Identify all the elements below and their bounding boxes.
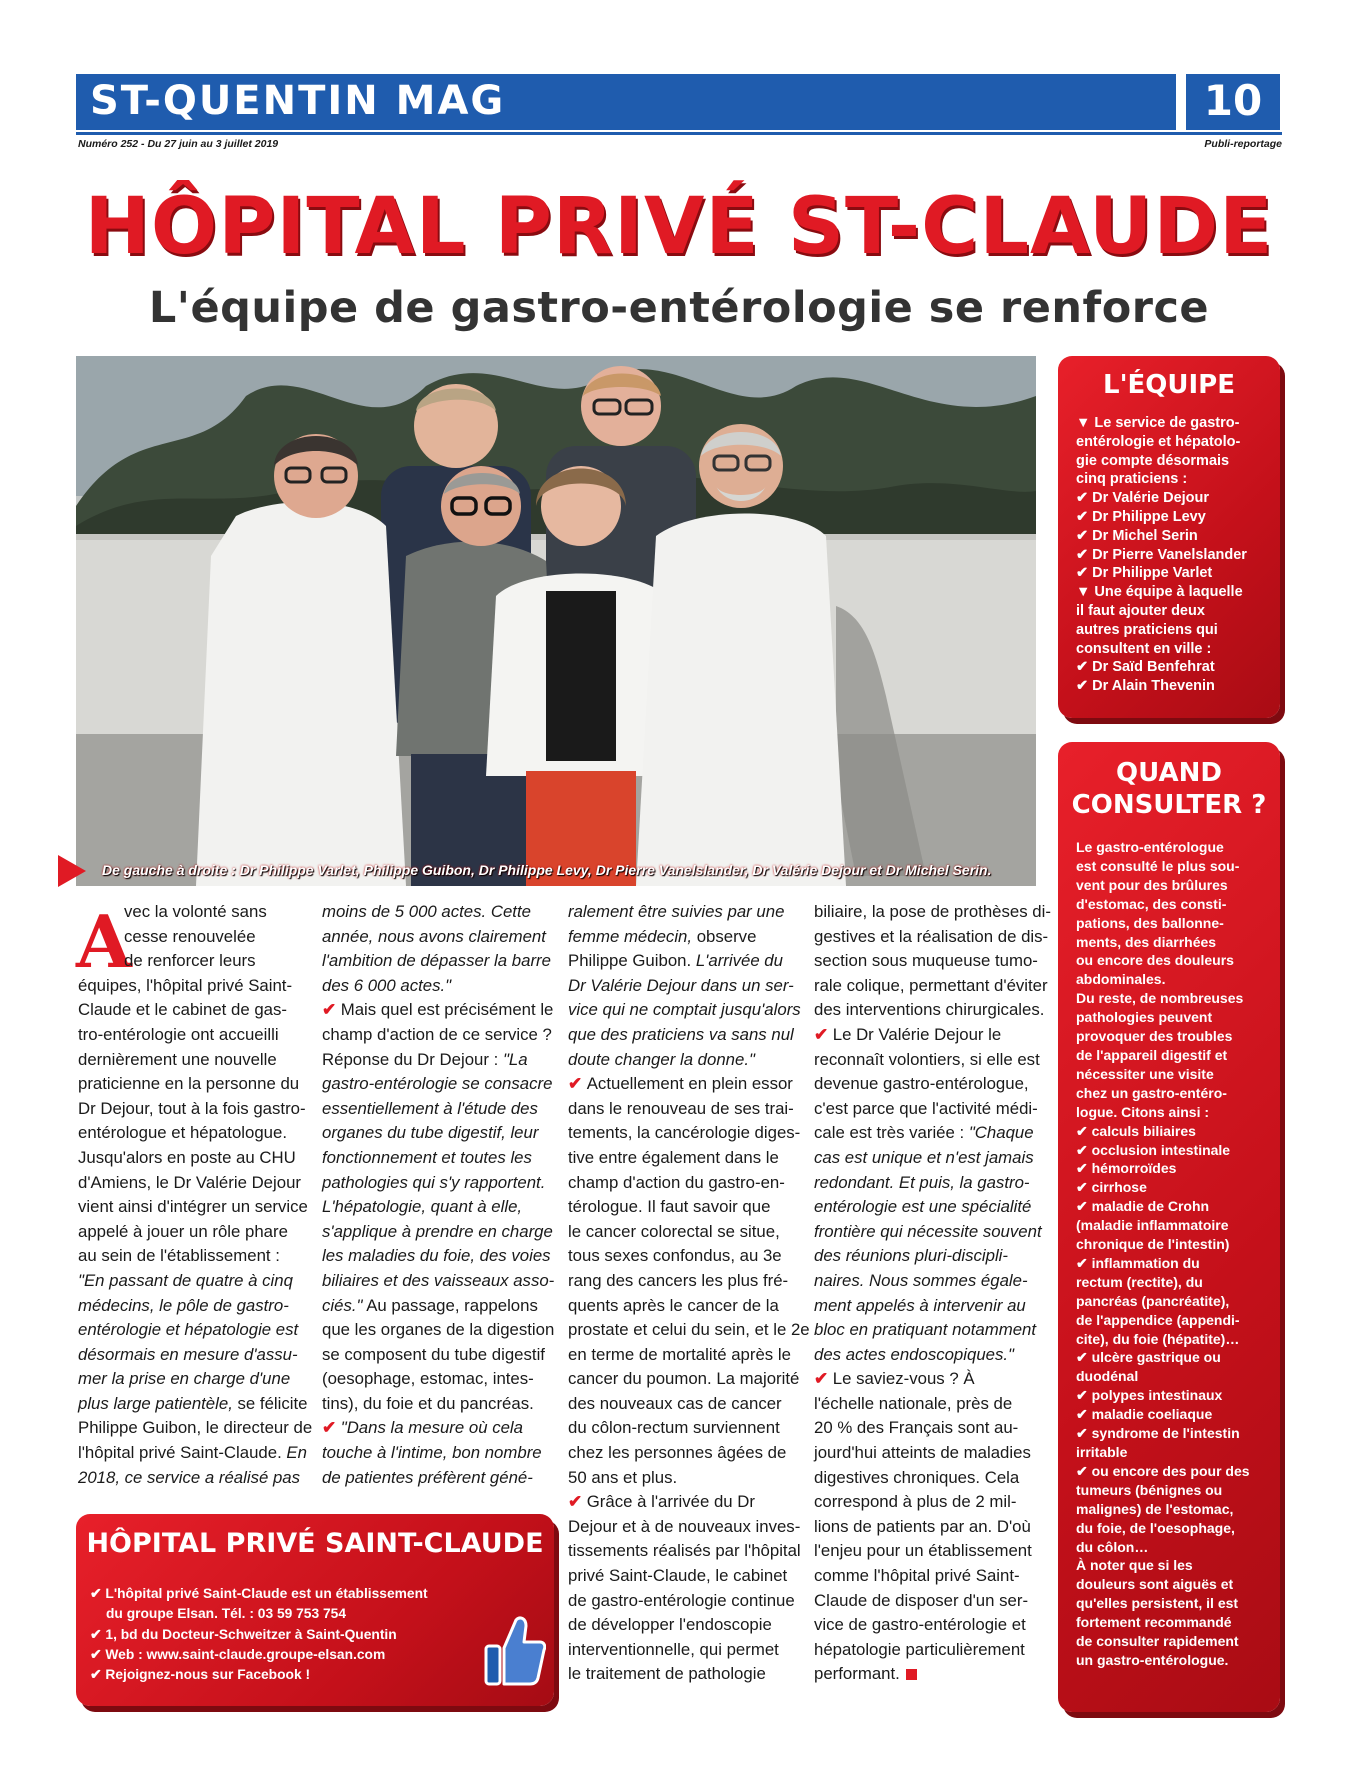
check-icon: ✔ [568, 1492, 587, 1512]
article-line: vec la volonté sans [124, 902, 267, 921]
article-line: se composent du tube digestif [322, 1344, 545, 1364]
article-fragment: En [281, 1443, 307, 1463]
photo-caption: De gauche à droite : Dr Philippe Varlet, Philippe Guibon, Dr Philippe Levy, Dr Pierre Vanelslander, Dr Valérie Dejour et Dr Michel Serin. [102, 862, 992, 878]
masthead-bar [76, 74, 1176, 130]
article-line [322, 1416, 544, 1441]
quand-line: ✔ cirrhose [1076, 1179, 1147, 1196]
article-line: fonctionnement et toutes les [322, 1147, 532, 1167]
quand-line: ✔ occlusion intestinale [1076, 1141, 1231, 1158]
quand-line: un gastro-entérologue. [1076, 1651, 1229, 1668]
article-line: ralement être suivies par une [568, 902, 785, 921]
equipe-line: autres praticiens qui [1076, 621, 1218, 638]
quand-line: ✔ maladie coeliaque [1076, 1406, 1213, 1423]
check-icon: ✔ [322, 1418, 341, 1438]
article-line: Dejour et à de nouveaux inves- [568, 1516, 801, 1536]
quand-line: logue. Citons ainsi : [1076, 1103, 1210, 1120]
article-fragment: L'arrivée du [691, 951, 783, 971]
article-line: moins de 5 000 actes. Cette [322, 902, 531, 921]
article-line: 2018, ce service a réalisé pas [78, 1467, 301, 1487]
equipe-box [1058, 356, 1280, 718]
article-line [322, 998, 554, 1023]
article-line [568, 1490, 790, 1515]
article-line: L'hépatologie, quant à elle, [322, 1197, 523, 1217]
equipe-line: ✔ Dr Valérie Dejour [1076, 490, 1210, 507]
article-line: tous sexes confondus, au 3e [568, 1246, 782, 1266]
article-line: interventionnelle, qui permet [568, 1639, 779, 1659]
article-line: "En passant de quatre à cinq [78, 1270, 293, 1290]
masthead-title: ST-QUENTIN MAG [90, 78, 506, 124]
quand-line: ✔ calculs biliaires [1076, 1122, 1196, 1139]
article-line: touche à l'intime, bon nombre [322, 1443, 542, 1463]
equipe-line: il faut ajouter deux [1076, 602, 1205, 619]
info-box-body [90, 1584, 428, 1685]
quand-line: du foie, de l'oesophage, [1076, 1519, 1235, 1536]
article-line [322, 1294, 544, 1319]
article-line: section sous muqueuse tumo- [814, 951, 1038, 971]
article-line: du côlon-rectum surviennent [568, 1418, 780, 1438]
equipe-line: ✔ Dr Alain Thevenin [1076, 678, 1215, 695]
quand-line: douleurs sont aiguës et [1076, 1576, 1234, 1593]
article-fragment: cale est très variée : [814, 1123, 965, 1143]
quand-body [1076, 838, 1250, 1670]
info-line: ✔ 1, bd du Docteur-Schweitzer à Saint-Quentin [90, 1626, 397, 1642]
quand-line: irritable [1076, 1444, 1128, 1460]
article-fragment: Mais quel est précisément le [340, 1000, 554, 1020]
page-number: 10 [1203, 76, 1263, 125]
quand-line: d'estomac, des consti- [1076, 895, 1227, 912]
equipe-line: ✔ Dr Philippe Levy [1076, 508, 1206, 525]
article-line: naires. Nous sommes égale- [814, 1270, 1028, 1290]
equipe-line: ▼ Une équipe à laquelle [1076, 584, 1243, 601]
article-line: devenue gastro-entérologue, [814, 1074, 1029, 1094]
masthead-rule [76, 132, 1282, 135]
quand-consulter-box [1058, 742, 1280, 1712]
quand-line: cite), du foie (hépatite)… [1076, 1330, 1240, 1347]
equipe-line: entérologie et hépatolo- [1076, 433, 1241, 450]
info-box-title: HÔPITAL PRIVÉ SAINT-CLAUDE [86, 1528, 544, 1559]
article-line: mer la prise en charge d'une [78, 1369, 291, 1389]
article-line: Jusqu'alors en poste au CHU [78, 1147, 296, 1167]
quand-line: ✔ hémorroïdes [1076, 1160, 1177, 1177]
article-fragment: Le saviez-vous ? À [832, 1369, 975, 1389]
article-fragment: femme médecin, [568, 926, 693, 946]
equipe-line: ✔ Dr Philippe Varlet [1076, 565, 1213, 582]
info-line: du groupe Elsan. Tél. : 03 59 753 754 [106, 1606, 347, 1622]
quand-line: abdominales. [1076, 971, 1166, 988]
article-line: cancer du poumon. La majorité [568, 1369, 800, 1389]
quand-line: ✔ maladie de Crohn [1076, 1198, 1210, 1215]
article-line: les maladies du foie, des voies [322, 1246, 551, 1266]
quand-line: malignes) de l'estomac, [1076, 1500, 1234, 1517]
check-icon: ✔ [322, 1000, 341, 1020]
quand-line: chez un gastro-entéro- [1076, 1084, 1227, 1101]
article-line: biliaire, la pose de prothèses di- [814, 902, 1051, 921]
article-line: dernièrement une nouvelle [78, 1049, 277, 1069]
article-line [814, 1121, 1036, 1146]
info-line: ✔ L'hôpital privé Saint-Claude est un établissement [90, 1586, 428, 1601]
article-fragment: Grâce à l'arrivée du Dr [586, 1492, 756, 1512]
article-line: rang des cancers les plus fré- [568, 1270, 789, 1290]
thumbs-up-icon [484, 1614, 546, 1688]
quand-line: est consulté le plus sou- [1076, 857, 1240, 874]
quand-line: ✔ polypes intestinaux [1076, 1387, 1223, 1404]
quand-line: fortement recommandé [1076, 1614, 1232, 1631]
check-icon: ✔ [814, 1024, 833, 1044]
article-line: gastro-entérologie se consacre [322, 1074, 553, 1094]
check-icon: ✔ [568, 1074, 587, 1094]
headline: HÔPITAL PRIVÉ ST-CLAUDE [84, 182, 1274, 272]
article-line: vice de gastro-entérologie et [814, 1615, 1026, 1635]
article-line: médecins, le pôle de gastro- [78, 1295, 289, 1315]
quand-line: vent pour des brûlures [1076, 876, 1228, 893]
article-line: entérologie et hépatologie est [78, 1320, 299, 1340]
article-line: l'échelle nationale, près de [814, 1393, 1013, 1413]
end-mark-icon [906, 1669, 917, 1680]
article-column-2 [322, 900, 555, 1490]
article-fragment: Au passage, rappelons [362, 1295, 538, 1315]
article-line [814, 1367, 1036, 1392]
quand-line: ✔ inflammation du [1076, 1254, 1200, 1271]
info-website-link[interactable]: ✔ Web : www.saint-claude.groupe-elsan.com [90, 1646, 386, 1662]
article-line: hépatologie particulièrement [814, 1639, 1025, 1659]
article-line: comme l'hôpital privé Saint- [814, 1566, 1020, 1586]
article-line [814, 1023, 1036, 1048]
article-line: de développer l'endoscopie [568, 1615, 772, 1635]
quand-line: nécessiter une visite [1076, 1065, 1214, 1082]
article-line: au sein de l'établissement : [78, 1246, 280, 1266]
quand-line: (maladie inflammatoire [1076, 1217, 1229, 1234]
article-line: vice qui ne comptait jusqu'alors [568, 1000, 801, 1020]
quand-line: pathologies peuvent [1076, 1009, 1213, 1026]
article-fragment: performant. [814, 1664, 900, 1684]
article-fragment: "Dans la mesure où cela [340, 1418, 523, 1438]
masthead [76, 74, 1263, 132]
quand-line: de l'appareil digestif et [1076, 1046, 1228, 1063]
article-line: digestives chroniques. Cela [814, 1467, 1020, 1487]
article-line: des réunions pluri-discipli- [814, 1246, 1009, 1266]
article-line: rale colique, permettant d'éviter [814, 975, 1048, 995]
article-line: 50 ans et plus. [568, 1467, 678, 1487]
equipe-body [1076, 414, 1247, 696]
article-line: des interventions chirurgicales. [814, 1000, 1045, 1020]
article-column-1 [78, 900, 313, 1490]
caption-arrow-icon [58, 855, 86, 887]
article-line: de patientes préfèrent géné- [322, 1467, 533, 1487]
article-line: cesse renouvelée [124, 926, 256, 946]
article-line: s'applique à prendre en charge [322, 1221, 553, 1241]
article-line: des actes endoscopiques." [814, 1344, 1015, 1364]
article-line: correspond à plus de 2 mil- [814, 1492, 1017, 1512]
article-line [568, 949, 790, 974]
article-line: appelé à jouer un rôle phare [78, 1221, 288, 1241]
article-line: champ d'action du gastro-en- [568, 1172, 785, 1192]
article-fragment: "Chaque [964, 1123, 1034, 1143]
article-line: entérologue et hépatologue. [78, 1123, 288, 1143]
article-line: privé Saint-Claude, le cabinet [568, 1566, 788, 1586]
article-line: d'Amiens, le Dr Valérie Dejour [78, 1172, 301, 1192]
article-line: organes du tube digestif, leur [322, 1123, 539, 1143]
article-line: redondant. Et puis, la gastro- [814, 1172, 1030, 1192]
article-fragment: Le Dr Valérie Dejour le [832, 1024, 1002, 1044]
quand-line: ✔ ou encore des pour des [1076, 1462, 1250, 1479]
article-line [78, 1441, 307, 1466]
issue-info: Numéro 252 - Du 27 juin au 3 juillet 2019 [78, 138, 279, 150]
article-line: Claude de disposer d'un ser- [814, 1590, 1029, 1610]
quand-line: ✔ ulcère gastrique ou [1076, 1349, 1221, 1366]
article-line: vient ainsi d'intégrer un service [78, 1197, 308, 1217]
quand-line: pations, des ballonne- [1076, 914, 1224, 931]
article-line: lions de patients par an. D'où [814, 1516, 1031, 1536]
article-fragment: Actuellement en plein essor [586, 1074, 793, 1094]
article-line: tissements réalisés par l'hôpital [568, 1541, 801, 1561]
subheadline: L'équipe de gastro-entérologie se renforce [148, 283, 1210, 333]
article-line: année, nous avons clairement [322, 926, 546, 946]
quand-line: ments, des diarrhées [1076, 933, 1217, 950]
article-line: désormais en mesure d'assu- [78, 1344, 298, 1364]
article-line: Dr Dejour, tout à la fois gastro- [78, 1098, 306, 1118]
check-icon: ✔ [814, 1369, 833, 1389]
quand-line: tumeurs (bénignes ou [1076, 1481, 1223, 1498]
quand-line: Le gastro-entérologue [1076, 839, 1224, 855]
quand-line: ✔ syndrome de l'intestin [1076, 1425, 1240, 1442]
article-line: c'est parce que l'activité médi- [814, 1098, 1038, 1118]
article-column-3 [568, 900, 810, 1687]
article-line: entérologie est une spécialité [814, 1197, 1032, 1217]
article-line: cas est unique et n'est jamais [814, 1147, 1034, 1167]
article-line [568, 925, 790, 950]
article-line: en terme de mortalité après le [568, 1344, 791, 1364]
drop-cap: A [76, 899, 132, 984]
article-line: Dr Valérie Dejour dans un ser- [568, 975, 794, 995]
article-line: jourd'hui atteints de maladies [814, 1443, 1031, 1463]
article-line: essentiellement à l'étude des [322, 1098, 538, 1118]
article-line: l'ambition de dépasser la barre [322, 951, 551, 971]
article-fragment: Réponse du Dr Dejour : [322, 1049, 499, 1069]
article-fragment: "La [498, 1049, 528, 1069]
article-fragment: Philippe Guibon. [568, 951, 692, 971]
article-line: tins), du foie et du pancréas. [322, 1393, 534, 1413]
article-fragment: plus large patientèle, [78, 1393, 233, 1413]
article-line: quents après le cancer de la [568, 1295, 779, 1315]
article-column-4 [814, 900, 1051, 1687]
quand-title-line2: CONSULTER ? [1071, 790, 1267, 820]
article-line: Claude et le cabinet de gas- [78, 1000, 287, 1020]
quand-line: de l'appendice (appendi- [1076, 1311, 1240, 1328]
article-line: tive entre également dans le [568, 1147, 779, 1167]
quand-line: de consulter rapidement [1076, 1633, 1239, 1650]
article-fragment: l'hôpital privé Saint-Claude. [78, 1443, 282, 1463]
article-line [814, 1662, 1036, 1687]
article-line: champ d'action de ce service ? [322, 1024, 552, 1044]
equipe-line: consultent en ville : [1076, 640, 1212, 657]
article-line: des nouveaux cas de cancer [568, 1393, 782, 1413]
quand-title-line1: QUAND [1116, 758, 1222, 788]
article-line: térologue. Il faut savoir que [568, 1197, 771, 1217]
quand-line: chronique de l'intestin) [1076, 1236, 1230, 1253]
article-line: l'enjeu pour un établissement [814, 1541, 1032, 1561]
article-line: reconnaît volontiers, si elle est [814, 1049, 1040, 1069]
article-line: de gastro-entérologie continue [568, 1590, 795, 1610]
article-line: des 6 000 actes." [322, 975, 452, 995]
info-facebook-link[interactable]: ✔ Rejoignez-nous sur Facebook ! [90, 1667, 311, 1683]
quand-line: du côlon… [1076, 1538, 1149, 1555]
article-fragment: observe [692, 926, 757, 946]
article-line: que les organes de la digestion [322, 1320, 555, 1340]
article-line: tro-entérologie ont accueilli [78, 1024, 279, 1044]
article-fragment: ciés." [322, 1295, 363, 1315]
article-line: le cancer colorectal se situe, [568, 1221, 780, 1241]
quand-line: duodénal [1076, 1368, 1139, 1385]
article-line: prostate et celui du sein, et le 2e [568, 1320, 810, 1340]
team-photo [76, 356, 1036, 886]
article-line [78, 1392, 308, 1417]
quand-line: ou encore des douleurs [1076, 952, 1234, 969]
article-line: chez les personnes âgées de [568, 1443, 787, 1463]
quand-line: qu'elles persistent, il est [1076, 1595, 1239, 1612]
article-line: 20 % des Français sont au- [814, 1418, 1019, 1438]
article-line: que des praticiens va sans nul [568, 1024, 794, 1044]
article-line: le traitement de pathologie [568, 1664, 766, 1684]
equipe-line: ✔ Dr Saïd Benfehrat [1076, 659, 1215, 676]
article-line: tements, la cancérologie diges- [568, 1123, 801, 1143]
article-fragment: se félicite [232, 1393, 308, 1413]
article-line: Philippe Guibon, le directeur de [78, 1418, 313, 1438]
quand-line: pancréas (pancréatite), [1076, 1292, 1230, 1309]
article-line: gestives et la réalisation de dis- [814, 926, 1049, 946]
article-line: frontière qui nécessite souvent [814, 1221, 1042, 1241]
equipe-line: ✔ Dr Pierre Vanelslander [1076, 546, 1247, 563]
article-line: bloc en pratiquant notamment [814, 1320, 1037, 1340]
section-label: Publi-reportage [1204, 138, 1282, 150]
hospital-info-box [76, 1514, 554, 1706]
article-line: doute changer la donne." [568, 1049, 755, 1069]
article-line: (oesophage, estomac, intes- [322, 1369, 534, 1389]
equipe-line: ✔ Dr Michel Serin [1076, 527, 1198, 544]
quand-line: provoquer des troubles [1076, 1028, 1233, 1045]
article-line [568, 1072, 793, 1097]
equipe-line: cinq praticiens : [1076, 471, 1188, 488]
article-line [322, 1048, 544, 1073]
page-number-box [1186, 74, 1280, 130]
article-line: praticienne en la personne du [78, 1074, 300, 1094]
article-line: ment appelés à intervenir au [814, 1295, 1026, 1315]
article-line: pathologies qui s'y rapportent. [322, 1172, 546, 1192]
article-line: équipes, l'hôpital privé Saint- [78, 975, 293, 995]
quand-line: À noter que si les [1076, 1557, 1193, 1574]
article-line: de renforcer leurs [124, 951, 256, 971]
article-line: dans le renouveau de ses trai- [568, 1098, 794, 1118]
equipe-title: L'ÉQUIPE [1103, 370, 1235, 400]
article-line: biliaires et des vaisseaux asso- [322, 1270, 555, 1290]
quand-line: Du reste, de nombreuses [1076, 990, 1244, 1007]
equipe-line: ▼ Le service de gastro- [1076, 415, 1240, 431]
team-photo-illustration [76, 356, 1036, 886]
quand-line: rectum (rectite), du [1076, 1273, 1203, 1290]
equipe-line: gie compte désormais [1076, 452, 1230, 469]
